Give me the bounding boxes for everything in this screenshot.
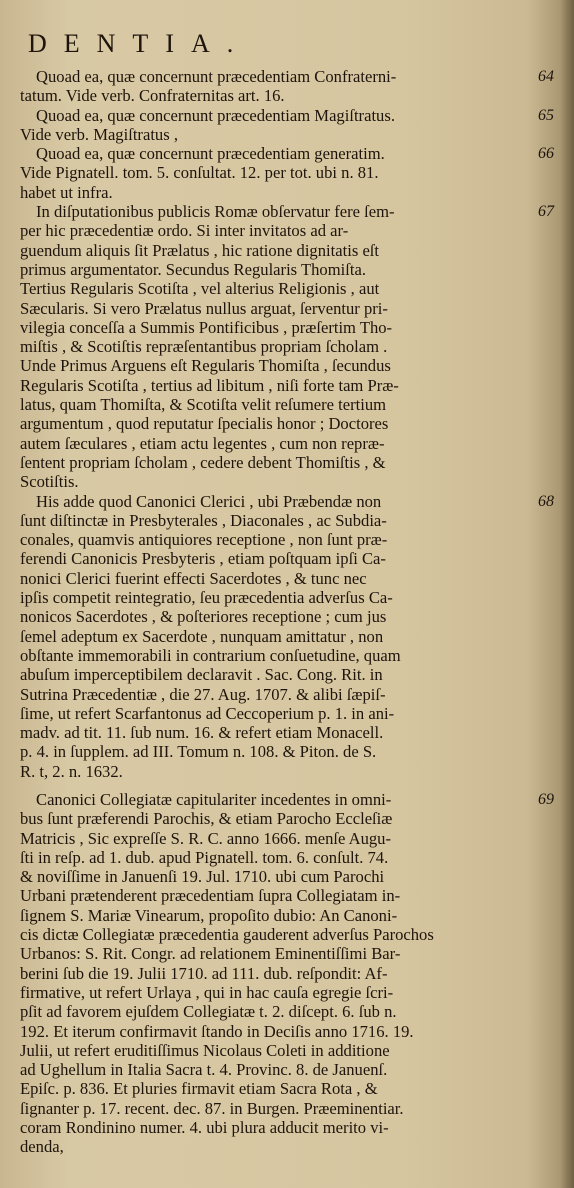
text-line: ſignanter p. 17. recent. dec. 87. in Burgen. Præeminentiar. (20, 1098, 404, 1118)
paragraph-65 (20, 105, 554, 145)
text-line: madv. ad tit. 11. ſub num. 16. & refert etiam Monacell. (20, 723, 384, 743)
paragraph-number: 66 (538, 145, 554, 163)
text-line: Matricis , Sic expreſſe S. R. C. anno 1666. menſe Augu- (20, 828, 392, 848)
text-line: cis dictæ Collegiatæ præcedentia gauderent adverſus Parochos (20, 925, 434, 945)
text-line: p. 4. in ſupplem. ad III. Tomum n. 108. & Piton. de S. (20, 742, 377, 762)
text-line: Sæcularis. Si vero Prælatus nullus arguat, ſerventur pri- (20, 298, 388, 318)
text-line: nonici Clerici fuerint effecti Sacerdotes , & tunc nec (20, 568, 367, 588)
paragraph-number: 68 (538, 492, 554, 510)
text-line: His adde quod Canonici Clerici , ubi Præbendæ non (36, 491, 382, 511)
text-line: Vide verb. Magiſtratus , (20, 124, 178, 144)
text-line: In diſputationibus publicis Romæ obſervatur fere ſem- (36, 202, 395, 222)
paragraph-number: 69 (538, 790, 554, 808)
text-line: pſit ad favorem ejuſdem Collegiatæ t. 2. diſcept. 6. ſub n. (20, 1002, 397, 1022)
text-line: bus ſunt præferendi Parochis, & etiam Parocho Eccleſiæ (20, 809, 393, 829)
text-line: denda, (20, 1137, 64, 1157)
text-line: Canonici Collegiatæ capitulariter incedentes in omni- (36, 789, 392, 809)
text-line: Urbanos: S. Rit. Congr. ad relationem Eminentiſſimi Bar- (20, 944, 401, 964)
text-line: per hic præcedentiæ ordo. Si inter invitatos ad ar- (20, 221, 349, 241)
text-line: Epiſc. p. 836. Et pluries firmavit etiam Sacra Rota , & (20, 1079, 378, 1099)
paragraph-number: 64 (538, 68, 554, 85)
text-line: firmative, ut refert Urlaya , qui in hac cauſa egregie ſcri- (20, 982, 394, 1002)
text-line: guendum aliquis ſit Prælatus , hic ratione dignitatis eſt (20, 240, 380, 260)
text-line: obſtante immemorabili in contrarium conſuetudine, quam (20, 645, 401, 665)
text-line: R. t, 2. n. 1632. (20, 761, 123, 781)
text-line: primus argumentator. Secundus Regularis Thomiſta. (20, 259, 366, 279)
text-line: Unde Primus Arguens eſt Regularis Thomiſta , ſecundus (20, 356, 391, 376)
text-line: argumentum , quod reputatur ſpecialis honor ; Doctores (20, 414, 389, 434)
text-line: Quoad ea, quæ concernunt præcedentiam Confraterni- (36, 67, 397, 86)
text-line: tatum. Vide verb. Confraternitas art. 16. (20, 86, 285, 106)
paragraph-67 (20, 202, 554, 492)
text-line: conales, quamvis antiquiores receptione , non ſunt præ- (20, 530, 388, 550)
paragraph-69 (20, 789, 554, 1157)
body-text (20, 67, 554, 1157)
text-line: abuſum imperceptibilem declaravit . Sac. Cong. Rit. in (20, 665, 383, 685)
paragraph-66 (20, 144, 554, 202)
text-line: autem ſæculares , etiam actu legentes , cum non repræ- (20, 433, 385, 453)
text-line: Sutrina Præcedentiæ , die 27. Aug. 1707. & alibi ſæpiſ- (20, 684, 386, 704)
text-line: ſunt diſtinctæ in Presbyterales , Diaconales , ac Subdia- (20, 510, 387, 530)
text-line: 192. Et iterum confirmavit ſtando in Deciſis anno 1716. 19. (20, 1021, 414, 1041)
text-line: Tertius Regularis Scotiſta , vel alterius Religionis , aut (20, 279, 380, 299)
text-line: Scotiſtis. (20, 472, 79, 492)
text-line: habet ut infra. (20, 182, 113, 202)
running-header: DENTIA. (28, 29, 251, 58)
text-line: berini ſub die 19. Julii 1710. ad 111. dub. reſpondit: Af- (20, 963, 388, 983)
text-line: Quoad ea, quæ concernunt præcedentiam generatim. (36, 144, 385, 164)
text-line: Regularis Scotiſta , tertius ad libitum , niſi forte tam Præ- (20, 375, 399, 395)
text-line: coram Rondinino numer. 4. ubi plura adducit merito vi- (20, 1118, 389, 1138)
text-line: ferendi Canonicis Presbyteris , etiam poſtquam ipſi Ca- (20, 549, 386, 569)
text-line: vilegia conceſſa a Summis Pontificibus , præſertim Tho- (20, 317, 393, 337)
paragraph-number: 67 (538, 203, 554, 221)
text-line: latus, quam Thomiſta, & Scotiſta velit reſumere tertium (20, 395, 387, 415)
paragraph-gap (20, 781, 534, 790)
text-line: ſti in reſp. ad 1. dub. apud Pignatell. tom. 6. conſult. 74. (20, 847, 389, 867)
page-gutter-shadow (560, 0, 574, 1188)
text-line: Quoad ea, quæ concernunt præcedentiam Magiſtratus. (36, 105, 395, 125)
text-line: & noviſſime in Januenſi 19. Jul. 1710. ubi cum Parochi (20, 867, 385, 887)
text-line: ſentent propriam ſcholam , cedere debent Thomiſtis , & (20, 452, 386, 472)
text-line: Vide Pignatell. tom. 5. conſultat. 12. per tot. ubi n. 81. (20, 163, 379, 183)
paragraph-64 (20, 67, 554, 106)
text-line: ſignem S. Mariæ Vinearum, propoſito dubio: An Canoni- (20, 905, 398, 925)
paragraph-number: 65 (538, 106, 554, 124)
paragraph-68 (20, 491, 554, 781)
text-line: ipſis competit reintegratio, ſeu præcedentia adverſus Ca- (20, 588, 393, 608)
text-line: Julii, ut refert eruditiſſimus Nicolaus Coleti in additione (20, 1040, 390, 1060)
text-line: Urbani prætenderent præcedentiam ſupra Collegiatam in- (20, 886, 401, 906)
text-line: ſime, ut refert Scarfantonus ad Ceccoperium p. 1. in ani- (20, 703, 395, 723)
text-line: ſemel adeptum ex Sacerdote , nunquam amittatur , non (20, 626, 384, 646)
text-line: miſtis , & Scotiſtis repræſentantibus propriam ſcholam . (20, 337, 388, 357)
text-line: nonicos Sacerdotes , & poſteriores receptione ; cum jus (20, 607, 387, 627)
text-line: ad Ughellum in Italia Sacra t. 4. Provinc. 8. de Januenſ. (20, 1060, 388, 1080)
